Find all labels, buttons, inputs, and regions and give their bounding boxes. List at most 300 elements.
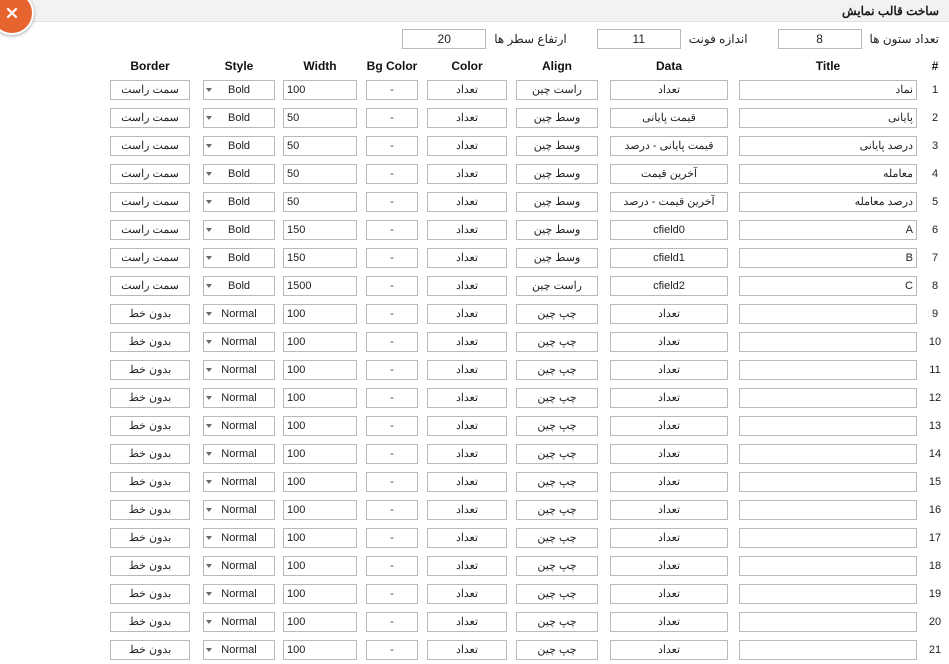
style-select[interactable]: Normal [203, 444, 275, 464]
style-select[interactable]: Normal [203, 584, 275, 604]
data-select[interactable]: آخرین قیمت [610, 164, 728, 184]
title-input[interactable]: درصد پایانی [739, 136, 917, 156]
header-style: Style [199, 56, 279, 76]
border-select[interactable]: سمت راست [110, 248, 190, 268]
bgcolor-swatch[interactable] [366, 220, 418, 240]
title-input-cell [735, 468, 921, 496]
bgcolor-swatch[interactable] [366, 248, 418, 268]
data-select[interactable]: cfield1 [610, 248, 728, 268]
width-input-cell [279, 496, 361, 524]
width-input[interactable]: 100 [283, 640, 357, 660]
row-index: 16 [928, 504, 942, 516]
bgcolor-swatch[interactable] [366, 332, 418, 352]
bgcolor-swatch[interactable] [366, 584, 418, 604]
style-select[interactable]: Normal [203, 304, 275, 324]
row-spacer [0, 76, 101, 104]
style-select-cell [199, 608, 279, 636]
close-icon [4, 5, 20, 21]
width-input-cell [279, 636, 361, 664]
data-select[interactable]: تعداد [610, 472, 728, 492]
row-height-input[interactable] [402, 29, 486, 49]
align-select[interactable]: وسط چین [516, 108, 598, 128]
grid-body [0, 76, 949, 664]
title-input[interactable] [739, 332, 917, 352]
width-input[interactable]: 100 [283, 444, 357, 464]
style-select[interactable]: Bold [203, 220, 275, 240]
table-row [0, 468, 949, 496]
row-index: 11 [929, 364, 941, 376]
color-select[interactable]: تعداد [427, 416, 507, 436]
bgcolor-swatch[interactable] [366, 108, 418, 128]
title-input-cell [735, 636, 921, 664]
border-select-cell [101, 160, 199, 188]
style-select-cell [199, 552, 279, 580]
border-select[interactable]: بدون خط [110, 640, 190, 660]
title-input[interactable] [739, 360, 917, 380]
border-select-cell [101, 412, 199, 440]
style-select[interactable]: Normal [203, 472, 275, 492]
style-select[interactable]: Normal [203, 416, 275, 436]
settings-toolbar [0, 22, 949, 56]
table-row [0, 300, 949, 328]
width-input-cell [279, 468, 361, 496]
align-select[interactable]: چپ چین [516, 612, 598, 632]
title-input[interactable] [739, 528, 917, 548]
title-input-cell [735, 76, 921, 104]
page-title: ساخت قالب نمایش [842, 3, 939, 18]
color-select-cell [423, 552, 511, 580]
color-select[interactable]: تعداد [427, 528, 507, 548]
align-select[interactable]: چپ چین [516, 416, 598, 436]
color-select[interactable]: تعداد [427, 332, 507, 352]
bgcolor-cell [361, 580, 423, 608]
align-select-cell [511, 160, 603, 188]
border-select[interactable]: سمت راست [110, 276, 190, 296]
header-bgcolor: Bg Color [361, 56, 423, 76]
bgcolor-cell [361, 216, 423, 244]
style-select[interactable]: Bold [203, 248, 275, 268]
align-select[interactable]: چپ چین [516, 304, 598, 324]
bgcolor-value: - [390, 532, 394, 544]
bgcolor-value: - [390, 308, 394, 320]
align-select[interactable]: راست چین [516, 276, 598, 296]
border-select-cell [101, 384, 199, 412]
color-select[interactable]: تعداد [427, 164, 507, 184]
width-input-cell [279, 608, 361, 636]
bgcolor-swatch[interactable] [366, 80, 418, 100]
title-input[interactable]: نماد [739, 80, 917, 100]
border-select[interactable]: بدون خط [110, 528, 190, 548]
border-select-cell [101, 328, 199, 356]
title-input[interactable] [739, 612, 917, 632]
color-select[interactable]: تعداد [427, 640, 507, 660]
width-input-cell [279, 440, 361, 468]
width-input[interactable]: 100 [283, 584, 357, 604]
bgcolor-value: - [390, 588, 394, 600]
table-row [0, 636, 949, 664]
width-input-cell [279, 272, 361, 300]
color-select[interactable]: تعداد [427, 220, 507, 240]
border-select[interactable]: سمت راست [110, 136, 190, 156]
data-select-cell [603, 608, 735, 636]
width-input[interactable]: 100 [283, 360, 357, 380]
row-spacer [0, 216, 101, 244]
width-input-cell [279, 132, 361, 160]
data-select[interactable]: تعداد [610, 332, 728, 352]
width-input[interactable]: 50 [283, 136, 357, 156]
bgcolor-cell [361, 76, 423, 104]
color-select[interactable]: تعداد [427, 612, 507, 632]
title-input[interactable] [739, 640, 917, 660]
row-spacer [0, 384, 101, 412]
bgcolor-swatch[interactable] [366, 136, 418, 156]
width-input[interactable]: 100 [283, 332, 357, 352]
color-select[interactable]: تعداد [427, 388, 507, 408]
row-spacer [0, 468, 101, 496]
title-input[interactable] [739, 584, 917, 604]
align-select[interactable]: چپ چین [516, 584, 598, 604]
align-select[interactable]: چپ چین [516, 500, 598, 520]
data-select[interactable]: تعداد [610, 304, 728, 324]
data-select-cell [603, 524, 735, 552]
style-select-cell [199, 440, 279, 468]
data-select[interactable]: تعداد [610, 80, 728, 100]
border-select[interactable]: سمت راست [110, 220, 190, 240]
data-select[interactable]: قیمت پایانی - درصد [610, 136, 728, 156]
table-row [0, 496, 949, 524]
data-select[interactable]: تعداد [610, 640, 728, 660]
title-input-cell [735, 188, 921, 216]
bgcolor-cell [361, 132, 423, 160]
border-select[interactable]: بدون خط [110, 556, 190, 576]
table-row [0, 104, 949, 132]
data-select-cell [603, 300, 735, 328]
title-input[interactable] [739, 472, 917, 492]
align-select[interactable]: چپ چین [516, 556, 598, 576]
data-select[interactable]: قیمت پایانی [610, 108, 728, 128]
border-select[interactable]: سمت راست [110, 80, 190, 100]
title-input[interactable] [739, 444, 917, 464]
row-index: 13 [928, 420, 942, 432]
data-select[interactable]: تعداد [610, 444, 728, 464]
style-select[interactable]: Normal [203, 360, 275, 380]
width-input[interactable]: 50 [283, 108, 357, 128]
row-index: 4 [931, 168, 939, 180]
title-input[interactable]: معامله [739, 164, 917, 184]
style-select[interactable]: Bold [203, 192, 275, 212]
row-spacer [0, 132, 101, 160]
style-select[interactable]: Bold [203, 108, 275, 128]
style-select[interactable]: Bold [203, 136, 275, 156]
style-select-cell [199, 160, 279, 188]
bgcolor-swatch[interactable] [366, 528, 418, 548]
data-select[interactable]: تعداد [610, 584, 728, 604]
align-select[interactable]: چپ چین [516, 472, 598, 492]
border-select[interactable]: سمت راست [110, 192, 190, 212]
border-select[interactable]: سمت راست [110, 108, 190, 128]
data-select[interactable]: تعداد [610, 612, 728, 632]
title-input-cell [735, 132, 921, 160]
bgcolor-value: - [390, 476, 394, 488]
data-select[interactable]: cfield2 [610, 276, 728, 296]
color-select[interactable]: تعداد [427, 304, 507, 324]
color-select[interactable]: تعداد [427, 556, 507, 576]
color-select[interactable]: تعداد [427, 108, 507, 128]
title-input-cell [735, 384, 921, 412]
style-select-cell [199, 328, 279, 356]
bgcolor-swatch[interactable] [366, 612, 418, 632]
row-spacer [0, 608, 101, 636]
font-size-input[interactable] [597, 29, 681, 49]
border-select[interactable]: بدون خط [110, 388, 190, 408]
color-select-cell [423, 384, 511, 412]
row-spacer [0, 440, 101, 468]
data-select[interactable]: تعداد [610, 416, 728, 436]
bgcolor-swatch[interactable] [366, 304, 418, 324]
color-select-cell [423, 76, 511, 104]
style-select-cell [199, 468, 279, 496]
window-titlebar [0, 0, 949, 22]
bgcolor-cell [361, 468, 423, 496]
header-data: Data [603, 56, 735, 76]
border-select[interactable]: بدون خط [110, 444, 190, 464]
color-select[interactable]: تعداد [427, 360, 507, 380]
row-spacer [0, 328, 101, 356]
width-input-cell [279, 580, 361, 608]
color-select[interactable]: تعداد [427, 80, 507, 100]
bgcolor-swatch[interactable] [366, 192, 418, 212]
border-select-cell [101, 524, 199, 552]
row-height-label: ارتفاع سطر ها [494, 32, 567, 46]
border-select[interactable]: بدون خط [110, 612, 190, 632]
bgcolor-swatch[interactable] [366, 276, 418, 296]
data-select-cell [603, 468, 735, 496]
title-input[interactable]: B [739, 248, 917, 268]
row-spacer [0, 188, 101, 216]
width-input[interactable]: 100 [283, 556, 357, 576]
style-select[interactable]: Normal [203, 500, 275, 520]
data-select[interactable]: تعداد [610, 388, 728, 408]
width-input-cell [279, 552, 361, 580]
title-input-cell [735, 104, 921, 132]
width-input[interactable]: 100 [283, 612, 357, 632]
color-select[interactable]: تعداد [427, 276, 507, 296]
width-input[interactable]: 100 [283, 528, 357, 548]
width-input[interactable]: 100 [283, 416, 357, 436]
align-select[interactable]: چپ چین [516, 640, 598, 660]
table-row [0, 384, 949, 412]
title-input-cell [735, 608, 921, 636]
header-index: # [921, 56, 949, 76]
align-select-cell [511, 496, 603, 524]
data-select-cell [603, 244, 735, 272]
width-input-cell [279, 384, 361, 412]
row-index: 8 [931, 280, 939, 292]
data-select[interactable]: cfield0 [610, 220, 728, 240]
border-select[interactable]: بدون خط [110, 332, 190, 352]
data-select-cell [603, 384, 735, 412]
width-input[interactable]: 100 [283, 472, 357, 492]
table-row [0, 160, 949, 188]
style-select-cell [199, 636, 279, 664]
data-select[interactable]: آخرین قیمت - درصد [610, 192, 728, 212]
style-select[interactable]: Normal [203, 612, 275, 632]
align-select-cell [511, 636, 603, 664]
border-select[interactable]: بدون خط [110, 472, 190, 492]
border-select-cell [101, 552, 199, 580]
color-select[interactable]: تعداد [427, 584, 507, 604]
width-input[interactable]: 50 [283, 192, 357, 212]
width-input[interactable]: 50 [283, 164, 357, 184]
border-select[interactable]: بدون خط [110, 416, 190, 436]
color-select-cell [423, 188, 511, 216]
data-select[interactable]: تعداد [610, 360, 728, 380]
data-select-cell [603, 440, 735, 468]
color-select[interactable]: تعداد [427, 248, 507, 268]
border-select-cell [101, 300, 199, 328]
align-select[interactable]: چپ چین [516, 332, 598, 352]
width-input[interactable]: 150 [283, 248, 357, 268]
align-select[interactable]: وسط چین [516, 248, 598, 268]
title-input[interactable] [739, 388, 917, 408]
data-select-cell [603, 552, 735, 580]
color-select[interactable]: تعداد [427, 136, 507, 156]
row-index: 3 [931, 140, 939, 152]
border-select-cell [101, 440, 199, 468]
align-select[interactable]: چپ چین [516, 388, 598, 408]
align-select-cell [511, 272, 603, 300]
align-select[interactable]: چپ چین [516, 360, 598, 380]
bgcolor-swatch[interactable] [366, 164, 418, 184]
align-select[interactable]: راست چین [516, 80, 598, 100]
border-select[interactable]: بدون خط [110, 304, 190, 324]
row-spacer [0, 356, 101, 384]
bgcolor-swatch[interactable] [366, 640, 418, 660]
style-select[interactable]: Bold [203, 80, 275, 100]
data-select[interactable]: تعداد [610, 500, 728, 520]
data-select[interactable]: تعداد [610, 528, 728, 548]
align-select-cell [511, 468, 603, 496]
bgcolor-value: - [390, 392, 394, 404]
title-input[interactable]: A [739, 220, 917, 240]
title-input[interactable]: پایانی [739, 108, 917, 128]
align-select-cell [511, 328, 603, 356]
data-select[interactable]: تعداد [610, 556, 728, 576]
color-select-cell [423, 580, 511, 608]
color-select[interactable]: تعداد [427, 472, 507, 492]
row-index: 2 [931, 112, 939, 124]
row-index: 14 [928, 448, 942, 460]
title-input-cell [735, 300, 921, 328]
width-input[interactable]: 100 [283, 304, 357, 324]
width-input[interactable]: 1500 [283, 276, 357, 296]
bgcolor-swatch[interactable] [366, 360, 418, 380]
setting-row-height [402, 29, 567, 49]
style-select-cell [199, 272, 279, 300]
bgcolor-swatch[interactable] [366, 472, 418, 492]
border-select[interactable]: بدون خط [110, 500, 190, 520]
width-input[interactable]: 100 [283, 80, 357, 100]
style-select[interactable]: Normal [203, 556, 275, 576]
style-select[interactable]: Normal [203, 332, 275, 352]
color-select[interactable]: تعداد [427, 192, 507, 212]
row-spacer [0, 552, 101, 580]
width-input[interactable]: 100 [283, 388, 357, 408]
title-input[interactable] [739, 304, 917, 324]
align-select[interactable]: وسط چین [516, 164, 598, 184]
align-select[interactable]: چپ چین [516, 444, 598, 464]
row-index: 15 [928, 476, 942, 488]
style-select[interactable]: Normal [203, 640, 275, 660]
style-select[interactable]: Normal [203, 528, 275, 548]
color-select[interactable]: تعداد [427, 500, 507, 520]
row-index: 17 [928, 532, 942, 544]
table-row [0, 440, 949, 468]
align-select[interactable]: وسط چین [516, 220, 598, 240]
bgcolor-swatch[interactable] [366, 416, 418, 436]
bgcolor-swatch[interactable] [366, 444, 418, 464]
bgcolor-cell [361, 384, 423, 412]
bgcolor-cell [361, 160, 423, 188]
data-select-cell [603, 356, 735, 384]
title-input[interactable] [739, 500, 917, 520]
table-row [0, 132, 949, 160]
border-select[interactable]: بدون خط [110, 360, 190, 380]
border-select[interactable]: بدون خط [110, 584, 190, 604]
data-select-cell [603, 636, 735, 664]
style-select-cell [199, 496, 279, 524]
title-input[interactable] [739, 416, 917, 436]
bgcolor-value: - [390, 140, 394, 152]
border-select-cell [101, 244, 199, 272]
align-select[interactable]: وسط چین [516, 192, 598, 212]
row-index: 1 [931, 84, 939, 96]
bgcolor-value: - [390, 448, 394, 460]
column-count-input[interactable] [778, 29, 862, 49]
width-input[interactable]: 150 [283, 220, 357, 240]
align-select-cell [511, 524, 603, 552]
data-select-cell [603, 328, 735, 356]
bgcolor-swatch[interactable] [366, 556, 418, 576]
bgcolor-value: - [390, 616, 394, 628]
border-select[interactable]: سمت راست [110, 164, 190, 184]
title-input[interactable] [739, 556, 917, 576]
align-select[interactable]: وسط چین [516, 136, 598, 156]
bgcolor-cell [361, 356, 423, 384]
align-select[interactable]: چپ چین [516, 528, 598, 548]
bgcolor-swatch[interactable] [366, 500, 418, 520]
title-input[interactable]: C [739, 276, 917, 296]
style-select[interactable]: Normal [203, 388, 275, 408]
color-select-cell [423, 132, 511, 160]
style-select-cell [199, 244, 279, 272]
title-input[interactable]: درصد معامله [739, 192, 917, 212]
bgcolor-swatch[interactable] [366, 388, 418, 408]
style-select[interactable]: Bold [203, 276, 275, 296]
bgcolor-cell [361, 496, 423, 524]
style-select[interactable]: Bold [203, 164, 275, 184]
data-select-cell [603, 132, 735, 160]
width-input[interactable]: 100 [283, 500, 357, 520]
style-select-cell [199, 384, 279, 412]
bgcolor-value: - [390, 364, 394, 376]
border-select-cell [101, 188, 199, 216]
row-spacer [0, 104, 101, 132]
columns-grid-scroll[interactable] [0, 56, 949, 664]
color-select[interactable]: تعداد [427, 444, 507, 464]
table-row [0, 188, 949, 216]
color-select-cell [423, 104, 511, 132]
